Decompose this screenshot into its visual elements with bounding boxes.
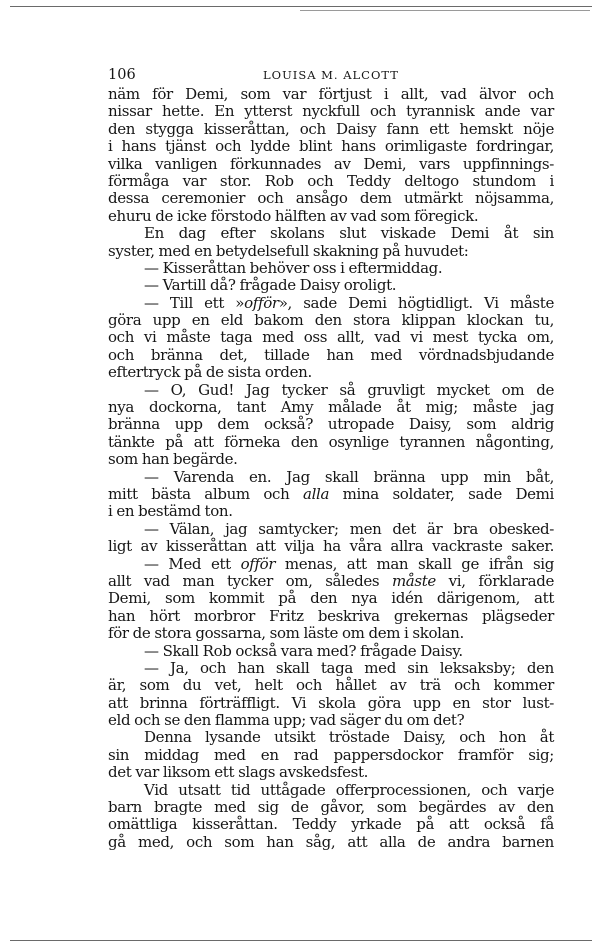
text-line	[108, 103, 554, 120]
text-line	[108, 208, 554, 225]
text-line	[108, 364, 554, 381]
text-line	[108, 243, 554, 260]
page-header	[108, 64, 554, 86]
text-segment: nissar hette. En ytterst nyckfull och tyrannisk ande var	[108, 102, 554, 121]
text-line	[108, 573, 554, 590]
text-segment: tänkte på att förneka den osynlige tyrannen någonting,	[108, 432, 554, 451]
text-line	[108, 695, 554, 712]
text-segment: han hört morbror Fritz beskriva grekernas plägseder	[108, 606, 554, 625]
text-line	[108, 434, 554, 451]
text-segment: och vi måste taga med oss allt, vad vi mest tycka om,	[108, 328, 554, 347]
text-line	[108, 677, 554, 694]
text-segment: den stygga kisseråttan, och Daisy fann ett hemskt nöje	[108, 119, 554, 138]
text-segment: sin middag med en rad pappersdockor framför sig;	[108, 745, 554, 764]
text-segment: att brinna förträffligt. Vi skola göra upp en stor lust-	[108, 693, 554, 712]
text-segment: eld och se den flamma upp; vad säger du om det?	[108, 711, 465, 730]
text-segment: göra upp en eld bakom den stora klippan klockan tu,	[108, 311, 554, 330]
text-line	[108, 329, 554, 346]
text-segment: i hans tjänst och lydde blint hans orimligaste fordringar,	[108, 137, 554, 156]
text-line	[108, 451, 554, 468]
text-segment: för de stora gossarna, som läste om dem i skolan.	[108, 624, 464, 643]
text-line	[108, 799, 554, 816]
text-segment: Vid utsatt tid uttågade offerprocessionen, och varje	[144, 780, 554, 799]
page-number: 106	[108, 67, 136, 83]
text-body	[108, 86, 554, 851]
text-line	[108, 782, 554, 799]
text-segment: menas, att man skall ge ifrån sig	[275, 554, 554, 573]
bottom-rule	[10, 940, 592, 941]
text-line	[108, 173, 554, 190]
text-line	[108, 416, 554, 433]
text-line	[108, 156, 554, 173]
text-segment: gå med, och som han såg, att alla de andra barnen	[108, 832, 554, 851]
text-line	[108, 225, 554, 242]
text-segment: vilka vanligen förkunnades av Demi, vars uppfinnings-	[108, 154, 554, 173]
text-segment: — Skall Rob också vara med? frågade Daisy.	[144, 641, 463, 660]
text-line	[108, 625, 554, 642]
text-line	[108, 538, 554, 555]
text-line	[108, 660, 554, 677]
text-line	[108, 729, 554, 746]
text-line	[108, 608, 554, 625]
text-segment: dessa ceremonier och ansågo dem utmärkt nöjsamma,	[108, 189, 554, 208]
text-line	[108, 277, 554, 294]
text-segment: ligt av kisseråttan att vilja ha våra allra vackraste saker.	[108, 537, 554, 556]
text-line	[108, 712, 554, 729]
text-segment: — Kisseråttan behöver oss i eftermiddag.	[144, 258, 443, 277]
text-segment: är, som du vet, helt och hållet av trä och kommer	[108, 676, 554, 695]
text-line	[108, 816, 554, 833]
text-segment: allt vad man tycker om, således	[108, 571, 392, 590]
text-segment: — Varenda en. Jag skall bränna upp min båt,	[144, 467, 554, 486]
text-segment: barn bragte med sig de gåvor, som begärdes av den	[108, 798, 554, 817]
text-segment: — Ja, och han skall taga med sin leksaksby; den	[144, 658, 554, 677]
text-segment: mitt bästa album och	[108, 484, 303, 503]
text-segment: — Vartill då? frågade Daisy oroligt.	[144, 276, 397, 295]
text-line	[108, 121, 554, 138]
text-line	[108, 590, 554, 607]
text-line	[108, 556, 554, 573]
text-line	[108, 190, 554, 207]
text-line	[108, 382, 554, 399]
text-line	[108, 138, 554, 155]
text-segment: som han begärde.	[108, 450, 238, 469]
italic-text: alla	[302, 484, 330, 503]
top-rule	[10, 6, 592, 7]
text-segment: — Till ett »	[144, 293, 245, 312]
text-line	[108, 486, 554, 503]
text-line	[108, 260, 554, 277]
text-line	[108, 312, 554, 329]
text-segment: Denna lysande utsikt tröstade Daisy, och hon åt	[144, 728, 554, 747]
text-line	[108, 747, 554, 764]
text-line	[108, 643, 554, 660]
text-segment: bränna upp dem också? utropade Daisy, som aldrig	[108, 415, 554, 434]
italic-text: offör	[244, 293, 279, 312]
text-segment: i en bestämd ton.	[108, 502, 233, 521]
italic-text: offör	[240, 554, 276, 573]
text-segment: Demi, som kommit på den nya idén därigenom, att	[108, 589, 554, 608]
text-segment: — Välan, jag samtycker; men det är bra obesked-	[144, 519, 554, 538]
text-segment: och bränna det, tillade han med vördnadsbjudande	[108, 345, 554, 364]
text-segment: näm för Demi, som var förtjust i allt, vad älvor och	[108, 85, 554, 103]
text-segment: En dag efter skolans slut viskade Demi åt sin	[144, 224, 554, 243]
running-head: LOUISA M. ALCOTT	[263, 68, 399, 82]
text-segment: — Med ett	[144, 554, 241, 573]
text-line	[108, 295, 554, 312]
text-segment: eftertryck på de sista orden.	[108, 363, 312, 382]
text-line	[108, 834, 554, 851]
text-segment: det var liksom ett slags avskedsfest.	[108, 763, 369, 782]
text-segment: vi, förklarade	[435, 571, 554, 590]
text-line	[108, 86, 554, 103]
text-line	[108, 347, 554, 364]
text-line	[108, 521, 554, 538]
text-segment: förmåga var stor. Rob och Teddy deltogo stundom i	[108, 171, 554, 190]
text-line	[108, 764, 554, 781]
text-segment: », sade Demi högtidligt. Vi måste	[278, 293, 554, 312]
text-segment: mina soldater, sade Demi	[329, 484, 554, 503]
italic-text: måste	[391, 571, 436, 590]
text-segment: — O, Gud! Jag tycker så gruvligt mycket om de	[144, 380, 554, 399]
text-segment: syster, med en betydelsefull skakning på huvudet:	[108, 241, 469, 260]
text-line	[108, 503, 554, 520]
text-segment: nya dockorna, tant Amy målade åt mig; måste jag	[108, 398, 554, 417]
text-line	[108, 469, 554, 486]
text-segment: omättliga kisseråttan. Teddy yrkade på att också få	[108, 815, 554, 834]
top-rule-thin	[300, 10, 590, 11]
text-line	[108, 399, 554, 416]
text-segment: ehuru de icke förstodo hälften av vad som föregick.	[108, 206, 479, 225]
